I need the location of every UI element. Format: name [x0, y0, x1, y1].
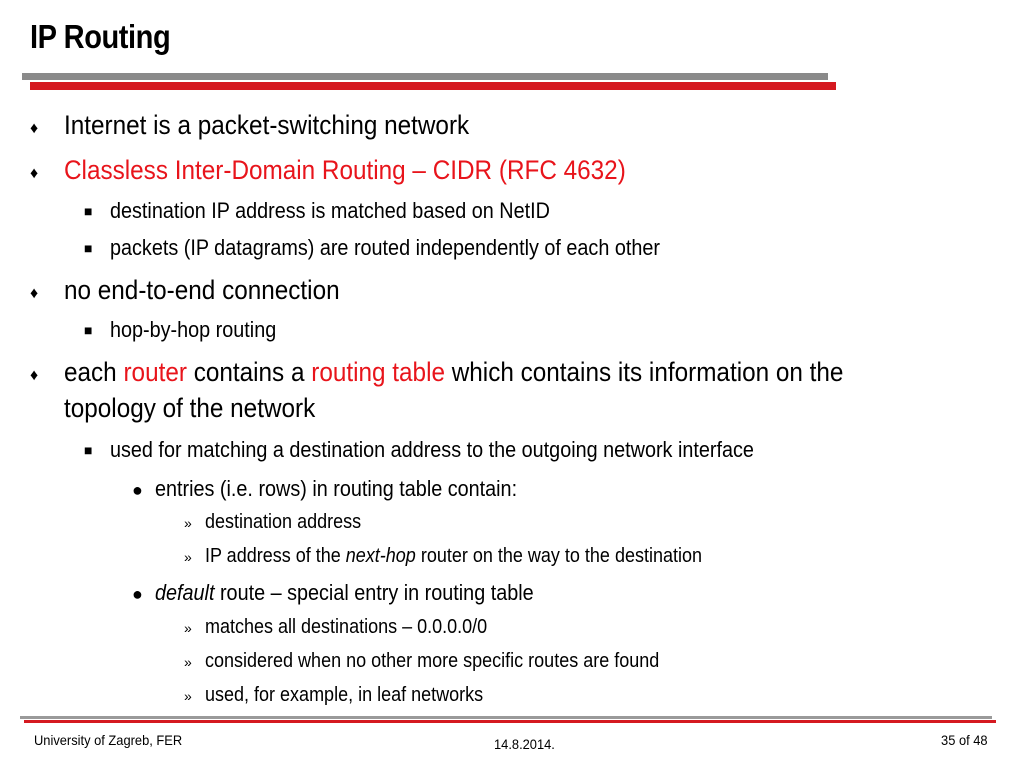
bullet-text: used, for example, in leaf networks: [205, 684, 484, 706]
bullet-text-part: router on the way to the destination: [415, 545, 703, 567]
square-bullet-icon: ■: [84, 203, 93, 219]
title-underline-gray: [22, 73, 828, 80]
slide-title: IP Routing: [30, 18, 171, 55]
bullet-text: [205, 545, 702, 568]
bullet-text-continuation: topology of the network: [64, 393, 316, 423]
highlight-routing-table: routing table: [311, 357, 445, 387]
double-arrow-bullet-icon: »: [184, 549, 189, 565]
italic-default: default: [155, 580, 215, 605]
bullet-text: packets (IP datagrams) are routed independently of each other: [110, 235, 660, 260]
double-arrow-bullet-icon: »: [184, 654, 189, 670]
diamond-bullet-icon: ♦: [30, 120, 39, 137]
bullet-text-part: route – special entry in routing table: [214, 580, 534, 605]
footer-page-number: 35 of 48: [941, 732, 988, 748]
bullet-text: considered when no other more specific routes are found: [205, 650, 660, 672]
circle-bullet-icon: ●: [132, 480, 143, 500]
title-underline-red: [30, 82, 836, 90]
bullet-text: [64, 357, 843, 388]
bullet-text: no end-to-end connection: [64, 275, 340, 305]
double-arrow-bullet-icon: »: [184, 688, 189, 704]
bullet-text-part: contains a: [186, 357, 312, 387]
bullet-text: [155, 580, 534, 606]
bullet-text-part: each: [64, 357, 124, 387]
circle-bullet-icon: ●: [132, 584, 143, 604]
double-arrow-bullet-icon: »: [184, 620, 189, 636]
footer-line-gray: [20, 716, 992, 719]
bullet-text: used for matching a destination address to the outgoing network interface: [110, 437, 754, 462]
double-arrow-bullet-icon: »: [184, 515, 189, 531]
diamond-bullet-icon: ♦: [30, 285, 39, 302]
highlight-router: router: [123, 357, 187, 387]
italic-next-hop: next-hop: [345, 545, 416, 567]
square-bullet-icon: ■: [84, 240, 93, 256]
bullet-text: entries (i.e. rows) in routing table contain:: [155, 476, 518, 501]
bullet-text-part: IP address of the: [205, 545, 346, 567]
bullet-text: Internet is a packet-switching network: [64, 110, 470, 140]
bullet-text: destination IP address is matched based on NetID: [110, 198, 550, 223]
footer-institution: University of Zagreb, FER: [34, 732, 183, 748]
diamond-bullet-icon: ♦: [30, 367, 39, 384]
bullet-text: matches all destinations – 0.0.0.0/0: [205, 616, 488, 638]
bullet-text: destination address: [205, 511, 362, 533]
square-bullet-icon: ■: [84, 442, 93, 458]
square-bullet-icon: ■: [84, 322, 93, 338]
bullet-text: hop-by-hop routing: [110, 317, 277, 342]
bullet-text: Classless Inter-Domain Routing – CIDR (RFC 4632): [64, 155, 626, 185]
footer-line-red: [24, 720, 996, 723]
diamond-bullet-icon: ♦: [30, 165, 39, 182]
bullet-text-part: which contains its information on the: [444, 357, 844, 387]
footer-date: 14.8.2014.: [494, 736, 555, 752]
